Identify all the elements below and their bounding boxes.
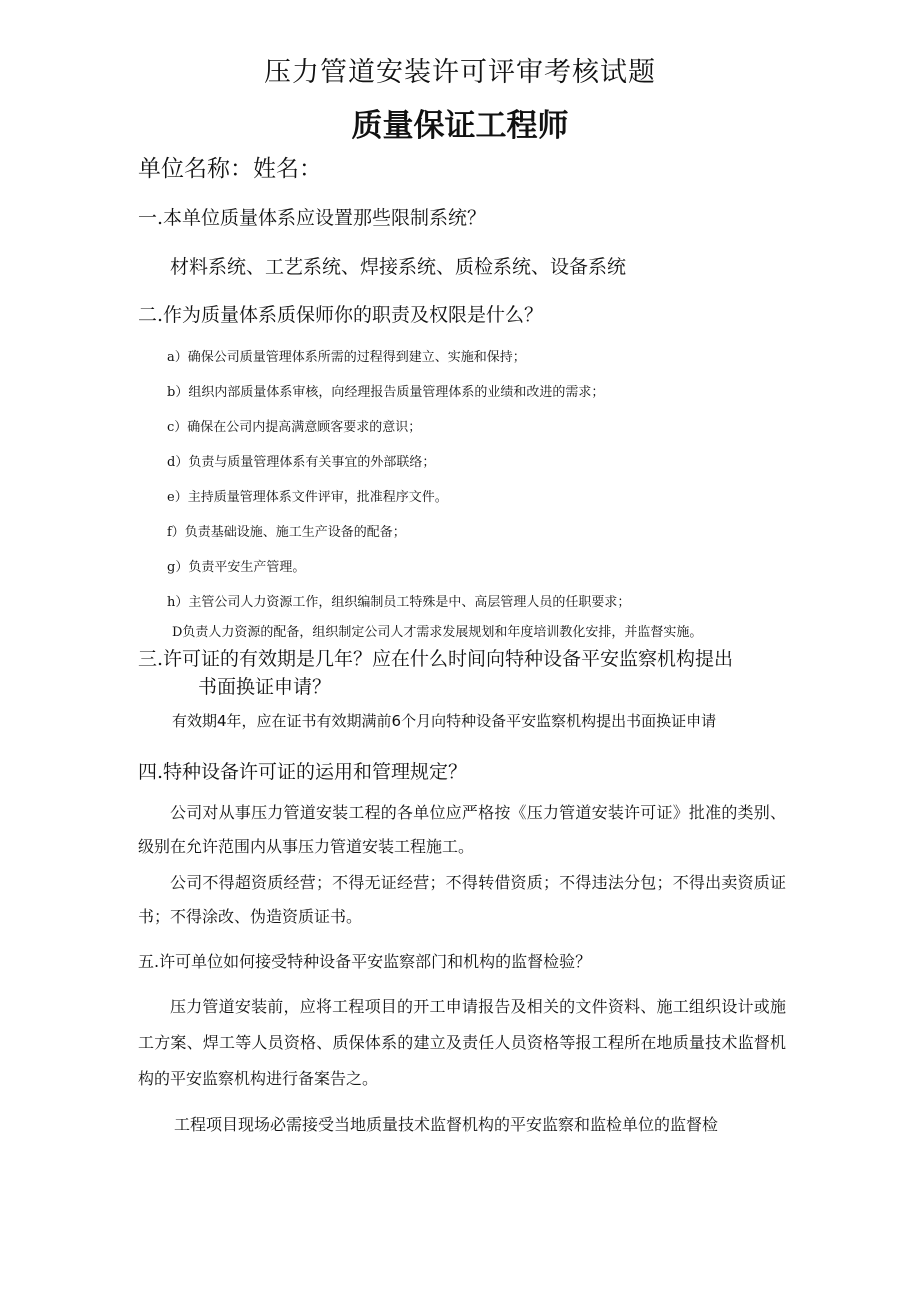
answer-1: 材料系统、工艺系统、焊接系统、质检系统、设备系统 — [170, 256, 627, 278]
question-3: 三.许可证的有效期是几年？应在什么时间向特种设备平安监察机构提出 — [138, 648, 734, 670]
duty-item: h）主管公司人力资源工作，组织编制员工特殊是中、高层管理人员的任职要求； — [167, 595, 631, 610]
duty-item: b）组织内部质量体系审核，向经理报告质量管理体系的业绩和改进的需求； — [167, 385, 605, 400]
answer-4-paragraph: 公司不得超资质经营；不得无证经营；不得转借资质；不得违法分包；不得出卖资质证书；不得涂改、伪造资质证书。 — [138, 873, 786, 926]
document-title: 压力管道安装许可评审考核试题 — [264, 57, 656, 88]
document-subtitle: 质量保证工程师 — [351, 108, 569, 144]
duty-item: f）负责基础设施、施工生产设备的配备； — [167, 525, 406, 540]
answer-5-paragraph: 压力管道安装前，应将工程项目的开工申请报告及相关的文件资料、施工组织设计或施工方案、焊工等人员资格、质保体系的建立及责任人员资格等报工程所在地质量技术监督机构的平安监察机构进行备案告之。 — [138, 997, 786, 1088]
answer-3: 有效期4年，应在证书有效期满前6个月向特种设备平安监察机构提出书面换证申请 — [172, 712, 717, 730]
question-1: 一.本单位质量体系应设置那些限制系统？ — [138, 207, 487, 229]
duty-item: D负责人力资源的配备，组织制定公司人才需求发展规划和年度培训教化安排，并监督实施。 — [172, 625, 703, 640]
duty-item: g）负责平安生产管理。 — [167, 560, 306, 575]
duty-item: d）负责与质量管理体系有关事宜的外部联络； — [167, 455, 436, 470]
answer-5-paragraph: 工程项目现场必需接受当地质量技术监督机构的平安监察和监检单位的监督检 — [174, 1115, 719, 1134]
duty-item: a）确保公司质量管理体系所需的过程得到建立、实施和保持； — [167, 350, 526, 365]
duty-item: c）确保在公司内提高满意顾客要求的意识； — [167, 420, 422, 435]
unit-name-line: 单位名称：姓名： — [138, 156, 322, 182]
duty-item: e）主持质量管理体系文件评审，批准程序文件。 — [167, 490, 448, 505]
question-4: 四.特种设备许可证的运用和管理规定？ — [138, 761, 468, 783]
question-5: 五.许可单位如何接受特种设备平安监察部门和机构的监督检验？ — [138, 952, 592, 971]
answer-4-paragraph: 公司对从事压力管道安装工程的各单位应严格按《压力管道安装许可证》批准的类别、级别在允许范围内从事压力管道安装工程施工。 — [138, 803, 786, 856]
question-3-continued: 书面换证申请？ — [198, 676, 332, 698]
question-2: 二.作为质量体系质保师你的职责及权限是什么？ — [138, 304, 544, 326]
